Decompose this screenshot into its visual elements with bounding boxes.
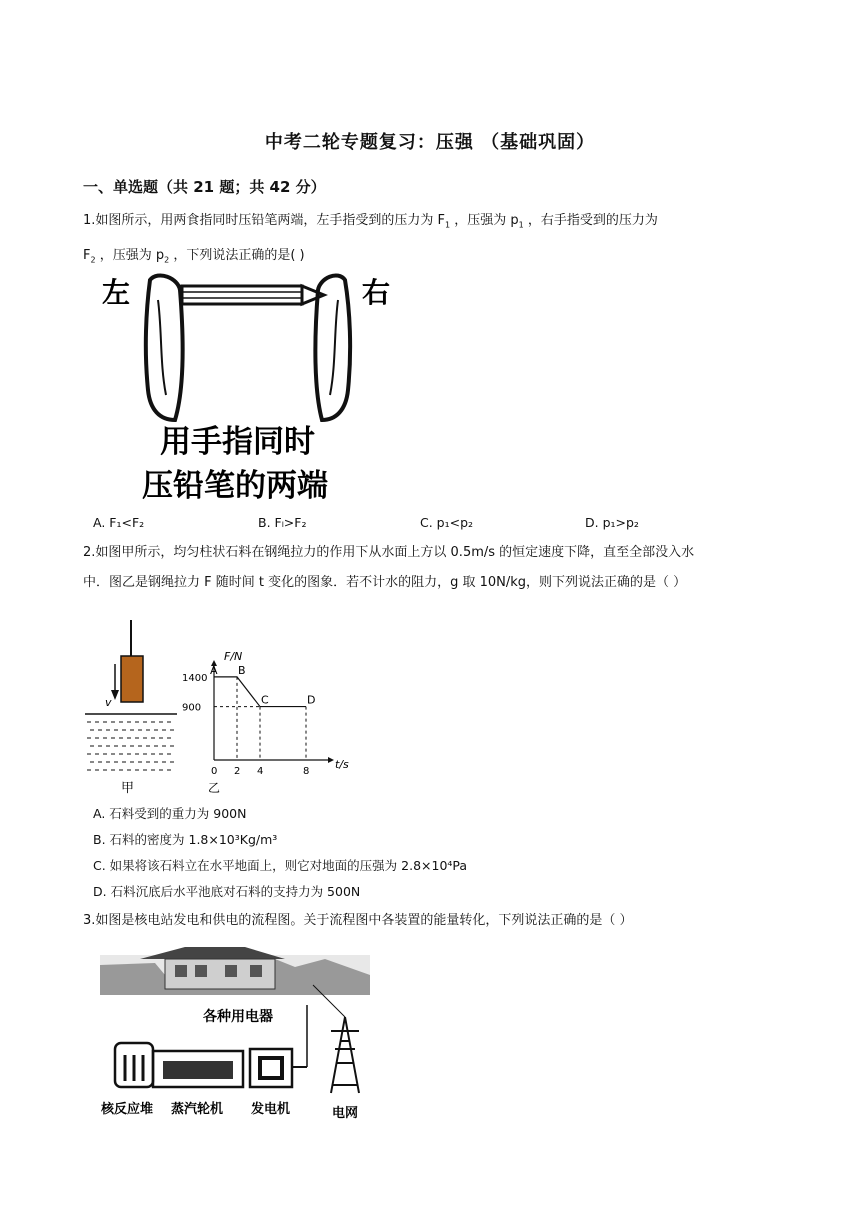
q1-right-label: 右	[362, 276, 391, 309]
q1-option-d: D. p₁>p₂	[585, 515, 639, 530]
q1-text-b: ，压强为 p	[454, 213, 519, 228]
point-label-d: D	[307, 693, 316, 707]
q3-figure	[95, 945, 395, 1125]
q2-chart	[180, 648, 360, 798]
pencil-fingers-image	[100, 270, 400, 505]
q2-option-d: D. 石料沉底后水平池底对石料的支持力为 500N	[93, 884, 361, 899]
point-label-a: A	[210, 663, 218, 677]
question-3: 3.如图是核电站发电和供电的流程图。关于流程图中各装置的能量转化，下列说法正确的是（ ）	[83, 913, 633, 928]
q3-turbine-label: 蒸汽轮机	[171, 1102, 224, 1117]
chart-xlabel: t/s	[335, 758, 349, 771]
q2-figure-jia	[85, 620, 185, 800]
q1-option-a: A. F₁<F₂	[93, 515, 145, 530]
q2-line-2: 中．图乙是钢绳拉力 F 随时间 t 变化的图象．若不计水的阻力，g 取 10N/kg，则下列说法正确的是（ ）	[83, 575, 687, 590]
page-title: 中考二轮专题复习：压强 （基础巩固）	[264, 132, 596, 153]
q1-text-c: ，右手指受到的压力为	[527, 213, 658, 228]
x-tick-label-2: 2	[234, 766, 241, 777]
q3-grid-label: 电网	[332, 1106, 359, 1121]
q2-line-1: 2.如图甲所示，均匀柱状石料在钢绳拉力的作用下从水面上方以 0.5m/s 的恒定速度下降，直至全部没入水	[83, 545, 695, 560]
series-line	[214, 677, 306, 707]
section-heading: 一、单选题（共 21 题；共 42 分）	[83, 178, 326, 196]
q3-generator-label: 发电机	[251, 1102, 291, 1117]
y-tick-label-900: 900	[182, 702, 202, 714]
question-2	[83, 538, 783, 598]
q1-text-a: 1.如图所示，用两食指同时压铅笔两端，左手指受到的压力为 F	[83, 213, 446, 228]
x-tick-label-8: 8	[303, 766, 310, 777]
question-1: 1.如图所示，用两食指同时压铅笔两端，左手指受到的压力为 $F_1$ ，压强为 $p_1$ ，右手指受到的压力为 $F_2$ ，压强为 $p_2$ ，下列说法正确的是( )	[83, 213, 658, 265]
q1-option-c: C. p₁<p₂	[420, 515, 474, 530]
q2-jia-label: 甲	[121, 781, 135, 796]
x-tick-label-4: 4	[257, 766, 264, 777]
point-label-c: C	[261, 693, 269, 707]
q1-text-f: ，下列说法正确的是( )	[173, 247, 305, 263]
q1-left-label: 左	[102, 276, 131, 309]
q1-caption-1: 用手指同时	[160, 424, 315, 460]
chart-caption: 乙	[208, 781, 221, 795]
q1-text-d: F	[83, 247, 91, 263]
y-tick-label-1400: 1400	[182, 672, 208, 684]
q2-option-b: B. 石料的密度为 1.8×10³Kg/m³	[93, 832, 278, 847]
q1-caption-2: 压铅笔的两端	[142, 468, 328, 504]
nuclear-flow-image	[95, 945, 395, 1125]
point-label-b: B	[238, 663, 246, 677]
water	[87, 722, 174, 770]
x-tick-label-0: 0	[211, 766, 218, 777]
q1-figure	[100, 270, 400, 505]
x-axis-arrow	[328, 757, 334, 763]
q2-option-c: C. 如果将该石料立在水平地面上，则它对地面的压强为 2.8×10⁴Pa	[93, 858, 468, 873]
svg-text:v: v	[105, 696, 112, 709]
q3-appliances-label: 各种用电器	[203, 1009, 273, 1025]
q1-text-e: ，压强为 p	[99, 247, 165, 263]
q1-option-b: B. Fₗ>F₂	[258, 515, 307, 530]
q2-option-a: A. 石料受到的重力为 900N	[93, 806, 247, 821]
chart-ylabel: F/N	[224, 650, 243, 663]
q3-reactor-label: 核反应堆	[101, 1102, 154, 1117]
